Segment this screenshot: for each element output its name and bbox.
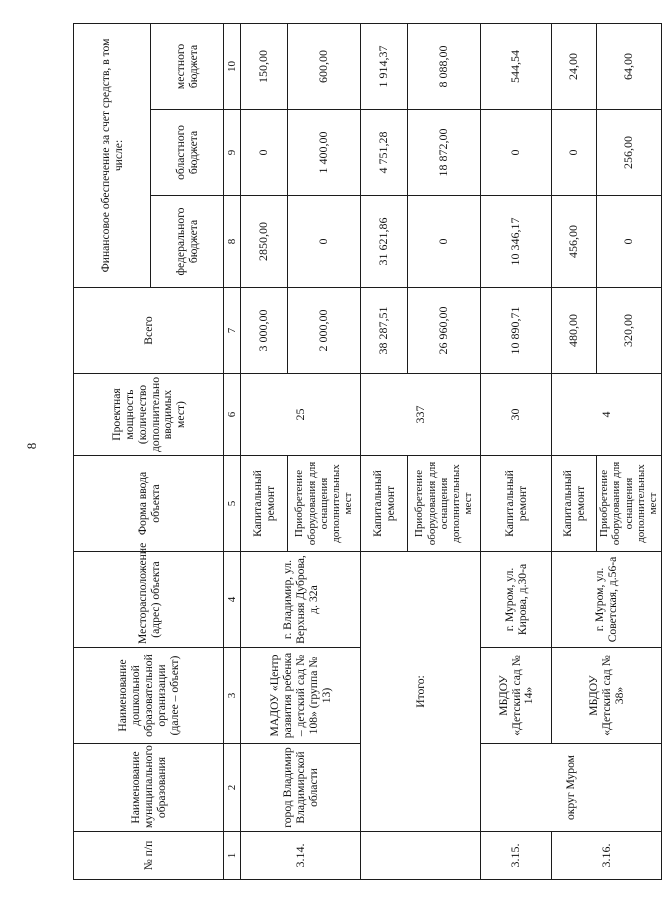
header-address: Месторасположение (адрес) объекта xyxy=(74,552,224,648)
header-regional: областного бюджета xyxy=(151,110,224,196)
form-cell: Капитальный ремонт xyxy=(481,456,552,552)
col-number: 2 xyxy=(224,744,241,832)
regional-cell: 0 xyxy=(552,110,597,196)
total-cell: 320,00 xyxy=(597,288,662,374)
regional-cell: 256,00 xyxy=(597,110,662,196)
federal-cell: 456,00 xyxy=(552,196,597,288)
local-cell: 544,54 xyxy=(481,23,552,109)
row-num: 3.15. xyxy=(481,832,552,880)
total-cell: 38 287,51 xyxy=(361,288,408,374)
table-row xyxy=(481,23,552,879)
header-financing: Финансовое обеспечение за счет средств, в том числе: xyxy=(74,23,151,287)
header-federal: федерального бюджета xyxy=(151,196,224,288)
address-cell: г. Муром, ул. Кирова, д.30-а xyxy=(481,552,552,648)
municipality-cell: округ Муром xyxy=(481,744,662,832)
header-municipality: Наименование муниципального образования xyxy=(74,744,224,832)
total-cell: 3 000,00 xyxy=(241,288,288,374)
regional-cell: 4 751,28 xyxy=(361,110,408,196)
local-cell: 600,00 xyxy=(288,23,361,109)
col-number: 9 xyxy=(224,110,241,196)
col-number: 3 xyxy=(224,648,241,744)
financing-table xyxy=(73,23,662,880)
header-total: Всего xyxy=(74,288,224,374)
capacity-cell: 337 xyxy=(361,374,481,456)
regional-cell: 0 xyxy=(481,110,552,196)
col-number: 7 xyxy=(224,288,241,374)
local-cell: 8 088,00 xyxy=(408,23,481,109)
local-cell: 24,00 xyxy=(552,23,597,109)
row-num: 3.16. xyxy=(552,832,662,880)
col-number: 8 xyxy=(224,196,241,288)
local-cell: 1 914,37 xyxy=(361,23,408,109)
form-cell: Капитальный ремонт xyxy=(241,456,288,552)
col-number: 5 xyxy=(224,456,241,552)
header-num: № п/п xyxy=(74,832,224,880)
local-cell: 150,00 xyxy=(241,23,288,109)
col-number: 10 xyxy=(224,23,241,109)
table-row-total xyxy=(361,23,408,879)
federal-cell: 2850,00 xyxy=(241,196,288,288)
rotated-table-wrapper xyxy=(73,24,660,880)
total-cell: 10 890,71 xyxy=(481,288,552,374)
federal-cell: 10 346,17 xyxy=(481,196,552,288)
header-capacity: Проектная мощность (количество дополнительно вводимых мест) xyxy=(74,374,224,456)
form-cell: Капитальный ремонт xyxy=(552,456,597,552)
organization-cell: МБДОУ «Детский сад № 14» xyxy=(481,648,552,744)
address-cell: г. Муром, ул. Советская, д.56-а xyxy=(552,552,662,648)
total-cell: 26 960,00 xyxy=(408,288,481,374)
form-cell: Приобретение оборудования для оснащения дополнительных мест xyxy=(408,456,481,552)
form-cell: Приобретение оборудования для оснащения дополнительных мест xyxy=(597,456,662,552)
total-cell: 2 000,00 xyxy=(288,288,361,374)
header-organization: Наименование дошкольной образовательной организации (далее – объект) xyxy=(74,648,224,744)
page-number: 8 xyxy=(24,442,39,450)
col-number: 6 xyxy=(224,374,241,456)
column-numbers-row xyxy=(224,23,241,879)
capacity-cell: 25 xyxy=(241,374,361,456)
header-local: местного бюджета xyxy=(151,23,224,109)
regional-cell: 18 872,00 xyxy=(408,110,481,196)
col-number: 4 xyxy=(224,552,241,648)
address-cell: г. Владимир, ул. Верхняя Дуброва, д. 32а xyxy=(241,552,361,648)
form-cell: Капитальный ремонт xyxy=(361,456,408,552)
form-cell: Приобретение оборудования для оснащения дополнительных мест xyxy=(288,456,361,552)
federal-cell: 0 xyxy=(597,196,662,288)
table-row xyxy=(241,23,288,879)
municipality-cell: город Владимир Владимирской области xyxy=(241,744,361,832)
row-num: 3.14. xyxy=(241,832,361,880)
federal-cell: 0 xyxy=(408,196,481,288)
empty-cell xyxy=(361,832,481,880)
total-label: Итого: xyxy=(361,552,481,832)
federal-cell: 0 xyxy=(288,196,361,288)
federal-cell: 31 621,86 xyxy=(361,196,408,288)
col-number: 1 xyxy=(224,832,241,880)
organization-cell: МАДОУ «Центр развития ребенка – детский сад № 108» (группа № 13) xyxy=(241,648,361,744)
header-row xyxy=(74,23,151,879)
total-cell: 480,00 xyxy=(552,288,597,374)
organization-cell: МБДОУ «Детский сад № 38» xyxy=(552,648,662,744)
regional-cell: 0 xyxy=(241,110,288,196)
capacity-cell: 30 xyxy=(481,374,552,456)
local-cell: 64,00 xyxy=(597,23,662,109)
regional-cell: 1 400,00 xyxy=(288,110,361,196)
header-form: Форма ввода объекта xyxy=(74,456,224,552)
capacity-cell: 4 xyxy=(552,374,662,456)
